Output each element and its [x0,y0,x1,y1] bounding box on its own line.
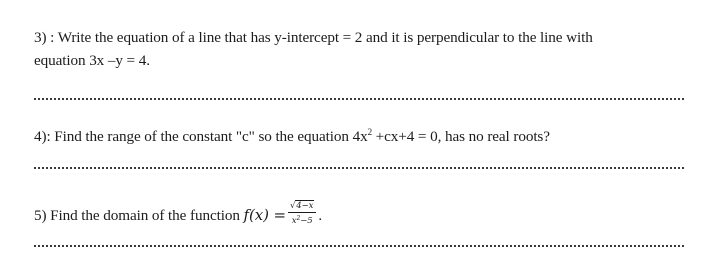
denominator-base: x [291,216,297,226]
question-4-text: 4): Find the range of the constant "c" so the equation 4x [34,128,368,145]
question-5-period: . [318,207,322,224]
question-3-line-1: 3) : Write the equation of a line that has y-intercept = 2 and it is perpendicular to the line with [34,29,593,46]
question-4-text-end: +cx+4 = 0, has no real roots? [371,128,550,145]
question-5-text: 5) Find the domain of the function [34,206,244,224]
function-fraction [288,201,316,226]
sqrt-symbol: √ [289,201,296,211]
sqrt-radicand: 4−x [296,201,314,211]
answer-dotted-line-3 [34,245,684,247]
function-lhs: f(x) = [243,205,286,224]
answer-dotted-line-2 [34,167,684,169]
fraction-numerator [288,201,316,213]
denominator-rest: −5 [300,216,313,226]
question-4-exponent: 2 [367,127,372,137]
answer-dotted-line-1 [34,98,684,100]
question-4 [34,127,550,146]
question-3-line-2: equation 3x –y = 4. [34,52,150,69]
fraction-denominator [288,213,316,226]
question-5 [34,201,322,229]
denominator-exponent: 2 [296,215,301,222]
